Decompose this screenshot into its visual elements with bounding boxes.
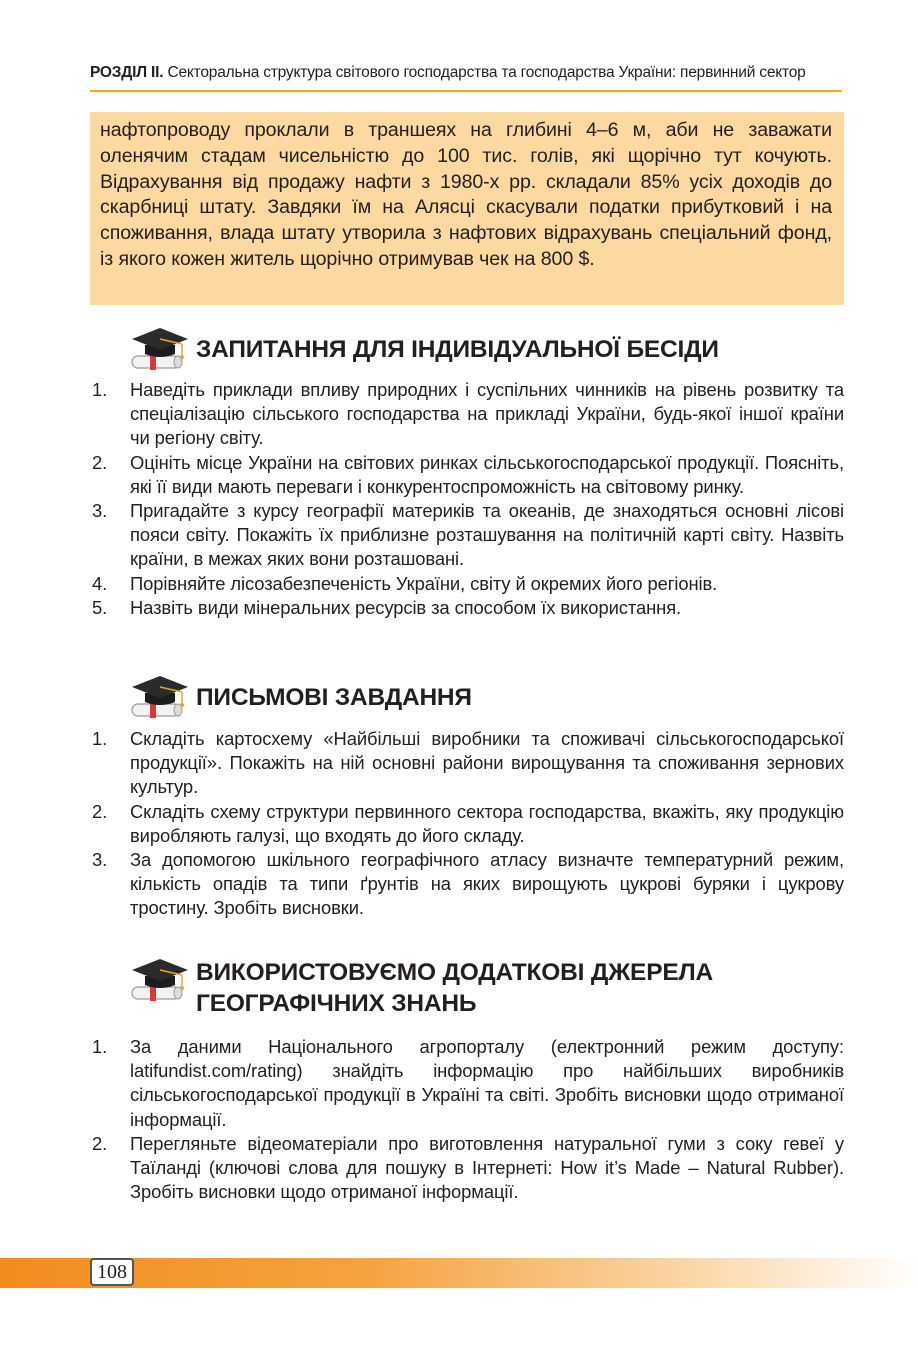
list-item: 2. Складіть схему структури первинного сектора господарства, вкажіть, яку продукцію виробляють галузі, що входять до його складу. — [92, 800, 844, 846]
section-heading-sources — [130, 957, 713, 1019]
list-item: 2. Оцініть місце України на світових ринках сільськогосподарської продукції. Поясніть, які її види мають переваги і конкурентоспроможність на світовому ринку. — [92, 451, 844, 497]
sources-tasks-list — [90, 1035, 844, 1204]
header-divider — [90, 90, 842, 92]
section-title-conversation: ЗАПИТАННЯ ДЛЯ ІНДИВІДУАЛЬНОЇ БЕСІДИ — [196, 335, 719, 363]
list-item: 3. За допомогою шкільного географічного атласу визначте температурний режим, кількість опадів та типи ґрунтів на яких вирощують цукрові буряки і цукрову тростину. Зробіть висновки. — [92, 849, 844, 919]
footer-bar — [0, 1258, 918, 1288]
graduation-cap-icon — [130, 326, 188, 372]
section-heading-written — [130, 674, 472, 720]
written-tasks-list — [90, 727, 844, 921]
callout-box — [90, 112, 844, 305]
list-item: 1. Складіть картосхему «Найбільші виробники та споживачі сільськогосподарської продукції». Покажіть на ній основні райони вирощування та споживання зернових культур. — [92, 728, 844, 798]
list-item: 1. За даними Національного агропорталу (електронний режим доступу: latifundist.com/rating) знайдіть інформацію про найбільших виробників сільськогосподарської продукції в Україні та світі. Зробіть висновки щодо отриманої інформації. — [92, 1036, 844, 1130]
section-title-written: ПИСЬМОВІ ЗАВДАННЯ — [196, 683, 472, 711]
list-item: 1. Наведіть приклади впливу природних і суспільних чинників на рівень розвитку та спеціалізацію сільського господарства на прикладі України, будь-якої іншої країни чи регіону світу. — [92, 379, 844, 449]
section-title-sources: ВИКОРИСТОВУЄМО ДОДАТКОВІ ДЖЕРЕЛА ГЕОГРАФІЧНИХ ЗНАНЬ — [196, 959, 713, 1017]
graduation-cap-icon — [130, 957, 188, 1003]
conversation-questions-list — [90, 378, 844, 620]
list-item: 2. Перегляньте відеоматеріали про виготовлення натуральної гуми з соку гевеї у Таїланді (ключові слова для пошуку в Інтернеті: How it’s Made – Natural Rubber). Зробіть висновки щодо отриманої інформації. — [92, 1132, 844, 1203]
section-title: Секторальна структура світового господарства та господарства України: первинний сектор — [167, 64, 806, 81]
list-item: 5. Назвіть види мінеральних ресурсів за способом їх використання. — [92, 596, 682, 618]
graduation-cap-icon — [130, 674, 188, 720]
section-label: РОЗДІЛ ІІ. — [90, 64, 164, 81]
section-heading-conversation — [130, 326, 719, 372]
running-header — [90, 64, 844, 82]
list-item: 4. Порівняйте лісозабезпеченість України, світу й окремих його регіонів. — [92, 572, 718, 594]
list-item: 3. Пригадайте з курсу географії материків та океанів, де знаходяться основні лісові пояси світу. Покажіть їх приблизне розташування на політичній карті світу. Назвіть країни, в межах яких вони розташовані. — [92, 500, 844, 570]
callout-text: нафтопроводу проклали в траншеях на глибині 4–6 м, аби не заважати оленячим стадам чисельністю до 100 тис. голів, які щорічно тут кочують. Відрахування від продажу нафти з 1980-х рр. складали 85% усіх доходів до скарбниці штату. Завдяки їм на Алясці скасували податки прибутковий і на споживання, влада штату утворила з нафтових відрахувань спеціальний фонд, із якого кожен житель щорічно отримував чек на 800 $. — [100, 119, 832, 270]
page-number: 108 — [90, 1258, 134, 1286]
